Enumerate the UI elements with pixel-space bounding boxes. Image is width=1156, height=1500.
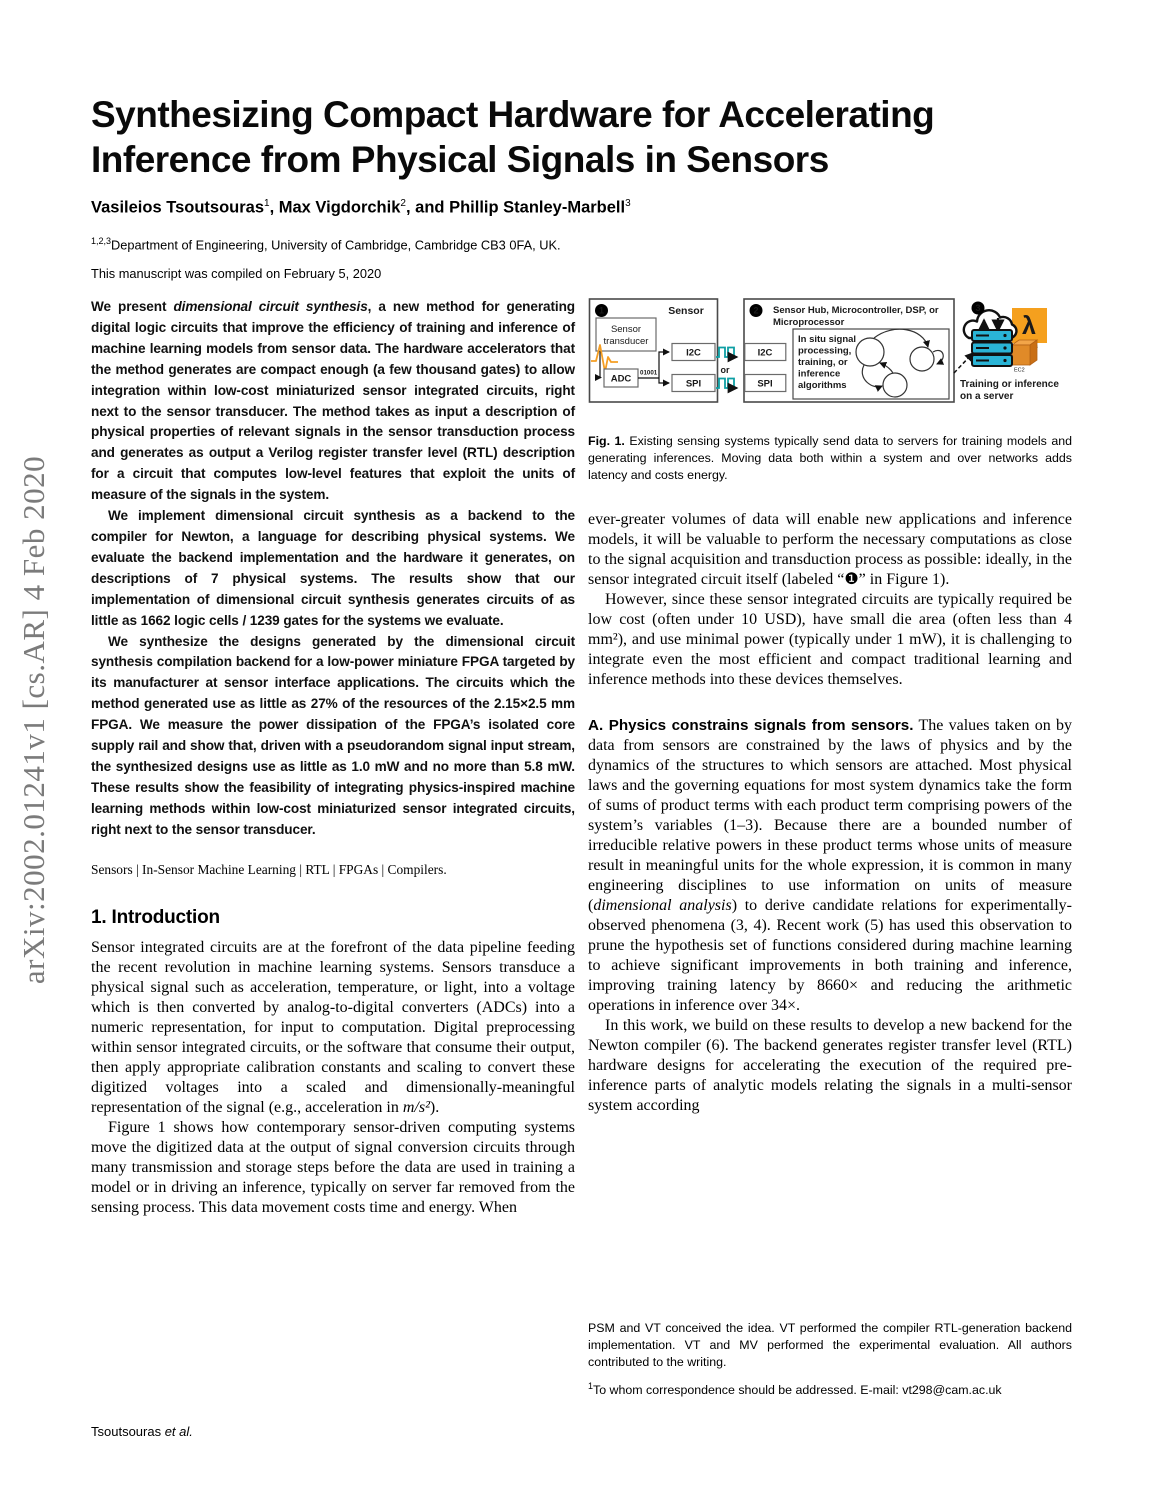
svg-text:or: or: [720, 365, 730, 375]
column-right: [588, 297, 1072, 1116]
svg-text:training, or: training, or: [798, 357, 848, 368]
footnotes-block: [588, 1320, 1072, 1399]
abstract-p2: We implement dimensional circuit synthesis as a backend to the compiler for Newton, a language for describing physical systems. We evaluate the backend implementation and the hardware it generates, on descriptions of 7 physical systems. The results show that our implementation of dimensional circuit synthesis generates circuits of as little as 1662 logic cells / 1239 gates for the systems we evaluate.: [91, 508, 575, 628]
svg-text:3: 3: [975, 303, 981, 314]
intro-p2: Figure 1 shows how contemporary sensor-driven computing systems move the digitized data at the output of signal conversion circuits through many transmission and storage steps before the data are used in training a model or in driving an inference, typically on server far removed from the sensing process. This data movement costs time and energy. When: [91, 1118, 575, 1216]
keywords-line: Sensors | In-Sensor Machine Learning | RTL | FPGAs | Compilers.: [91, 861, 447, 877]
title-line-1: Synthesizing Compact Hardware for Accelerating: [91, 94, 935, 135]
svg-text:Sensor: Sensor: [668, 305, 704, 317]
i2c-pulse-icon: [716, 348, 737, 358]
i2c-box-hub: [745, 344, 786, 361]
introduction-body: [91, 938, 575, 1218]
section-1-heading: 1. Introduction: [91, 906, 220, 928]
page-footer: Tsoutsouras et al.: [91, 1424, 193, 1439]
col2-p1: ever-greater volumes of data will enable new applications and inference models, it will be valuable to perform the necessary computations as close to the signal acquisition and transduction process as possible: ideally, in the sensor integrated circuit itself (labeled “❶” in Figure 1).: [588, 510, 1072, 588]
adc-box: [604, 369, 638, 387]
section-a-p1: A. Physics constrains signals from sensors. The values taken on by data from sensors are constrained by the laws of physics and by the dynamics of the structures to which sensors are attached. Most physical laws and the governing equations for most system dynamics take the form of sums of product terms with each product term comprising powers of the system’s variables (1–3). Because there are a bounded number of irreducible relative powers in these product terms whose units of measure result in meaningful units for the whole expression, it is common in many engineering disciplines to use information on units of measure (dimensional analysis) to derive candidate relations for experimentally-observed phenomena (3, 4). Recent work (5) has used this observation to prune the hypothesis set of functions considered during machine learning to achieve significant improvements in both training and inference, improving training latency by 8660× and reducing the arithmetic operations in inference over 34×.: [588, 716, 1073, 1014]
title-line-2: Inference from Physical Signals in Sensors: [91, 139, 829, 181]
author-2-sup: 2: [400, 198, 406, 209]
abstract: [91, 297, 575, 841]
author-1-sup: 1: [264, 198, 270, 209]
i2c-box-sensor: [672, 344, 715, 361]
svg-text:processing,: processing,: [798, 345, 852, 357]
compiled-date: This manuscript was compiled on February 5, 2020: [91, 266, 382, 281]
svg-text:Microprocessor: Microprocessor: [773, 317, 845, 328]
author-3: Phillip Stanley-Marbell: [449, 198, 626, 217]
column-right-body: [588, 510, 1072, 690]
digital-bits-label: 01001: [640, 369, 658, 377]
math-m-s2: m/s²: [402, 1098, 430, 1116]
section-a: [588, 716, 1072, 1116]
ec2-icon: [1012, 340, 1037, 365]
sensor-box: [590, 299, 718, 402]
fig-1-caption: Fig. 1. Existing sensing systems typically send data to servers for training models and generating inferences. Moving data both within a system and over networks adds latency and costs energy.: [588, 434, 1072, 483]
column-left: [91, 297, 575, 1218]
paper-title: [91, 92, 1086, 182]
svg-text:I2C: I2C: [757, 347, 773, 359]
cloud-server-group: [960, 302, 1059, 403]
section-a-heading: A. Physics constrains signals from sensors.: [588, 716, 914, 734]
spi-box-hub: [745, 375, 786, 392]
insitu-processing-box: [793, 329, 949, 399]
sensor-transducer-box: [596, 318, 656, 351]
figure-1-diagram: [588, 297, 1072, 419]
svg-text:λ: λ: [1022, 312, 1036, 340]
svg-text:In situ signal: In situ signal: [798, 334, 857, 345]
svg-text:algorithms: algorithms: [798, 380, 847, 391]
bus-signals: [716, 348, 737, 389]
authors-line: Vasileios Tsoutsouras$^1$, Max Vigdorchik$^2$, and Phillip Stanley-Marbell$^3$: [91, 198, 631, 217]
spi-box-sensor: [672, 375, 715, 392]
author-3-sup: 3: [625, 198, 631, 209]
affiliation: $^{1,2,3}$Department of Engineering, University of Cambridge, Cambridge CB3 0FA, UK.: [91, 236, 561, 253]
to-server-arrow: [954, 353, 973, 373]
abstract-p1: We present dimensional circuit synthesis, a new method for generating digital logic circuits that improve the efficiency of training and inference of machine learning models from sensor data. The hardware accelerators that the method generates are compact enough (a few thousand gates) to allow integration within low-cost miniaturized sensor integrated circuits, right next to the sensor transducer. The method takes as input a description of physical properties of relevant signals in the sensor transduction process and generates as output a Verilog register transfer level (RTL) description for a circuit that computes low-level features that exploit the units of measure of the signals in the system.: [91, 299, 575, 503]
svg-text:on a server: on a server: [960, 391, 1014, 402]
svg-text:1: 1: [598, 305, 605, 316]
figure-1: [588, 297, 1072, 485]
section-a-p2: In this work, we build on these results to develop a new backend for the Newton compiler (6). The backend generates register transfer level (RTL) hardware designs for accelerating the execution of the required pre-inference parts of analytic models relating the signals in a multi-sensor system according: [588, 1016, 1072, 1114]
author-2: Max Vigdorchik: [278, 198, 401, 217]
author-1: Vasileios Tsoutsouras: [91, 198, 265, 217]
sensor-hub-box: [744, 299, 954, 402]
svg-text:2: 2: [753, 305, 759, 316]
correspondence-footnote: $^1$To whom correspondence should be addressed. E-mail: vt298@cam.ac.uk: [588, 1380, 1002, 1397]
svg-text:inference: inference: [798, 368, 841, 380]
svg-text:SPI: SPI: [685, 378, 702, 390]
svg-text:SPI: SPI: [757, 378, 773, 390]
svg-text:Training or inference: Training or inference: [960, 379, 1059, 390]
svg-text:I2C: I2C: [686, 347, 701, 359]
spi-pulse-icon: [716, 379, 737, 389]
svg-text:ADC: ADC: [610, 373, 632, 385]
svg-text:transducer: transducer: [603, 336, 649, 347]
arxiv-watermark: arXiv:2002.01241v1 [cs.AR] 4 Feb 2020: [16, 455, 51, 985]
svg-text:Sensor: Sensor: [610, 324, 642, 335]
contribution-footnote: PSM and VT conceived the idea. VT performed the compiler RTL-generation backend implementation. VT and MV performed the experimental evaluation. All authors contributed to the writing.: [588, 1321, 1072, 1370]
svg-text:EC2: EC2: [1014, 367, 1025, 374]
intro-p1: Sensor integrated circuits are at the forefront of the data pipeline feeding the recent revolution in machine learning systems. Sensors transduce a physical signal such as acceleration, temperature, or light, into a voltage which is then converted by analog-to-digital converters (ADCs) into a numeric representation, for input to computation. Digital preprocessing within sensor integrated circuits, or the software that consume their output, then apply appropriate calibration constants and scaling to convert these digitized voltages into a scaled and dimensionally-meaningful representation of the signal (e.g., acceleration in m/s²).: [91, 938, 575, 1116]
abstract-p3: We synthesize the designs generated by the dimensional circuit synthesis compilation backend for a low-power miniature FPGA targeted by its manufacturer at sensor interface applications. The circuits which the method generated use as little as 27% of the resources of the 2.15×2.5 mm FPGA. We measure the power dissipation of the FPGA’s isolated core supply rail and show that, driven with a pseudorandom signal input stream, the synthesized designs use as little as 1.0 mW and no more than 5.8 mW. These results show the feasibility of integrating physics-inspired machine learning methods within low-cost miniaturized sensor integrated circuits, right next to the sensor transducer.: [91, 633, 575, 837]
svg-text:Sensor Hub, Microcontroller, D: Sensor Hub, Microcontroller, DSP, or: [773, 305, 939, 316]
server-stack-icon: [972, 330, 1012, 366]
col2-p2: However, since these sensor integrated circuits are typically required be low cost (often under 10 USD), have small die area (often less than 4 mm²), and use minimal power (typically under 1 mW), it is challenging to integrate even the most efficient and compact traditional learning and inference methods into these devices themselves.: [588, 590, 1072, 688]
